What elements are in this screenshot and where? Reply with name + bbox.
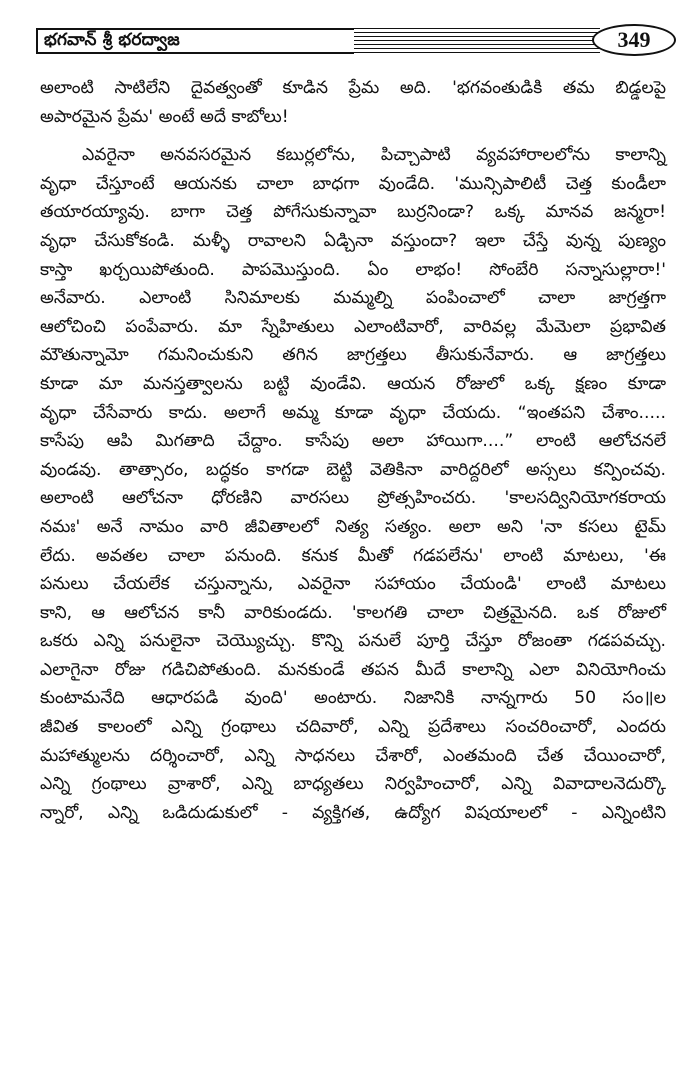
text-line: పనులు చేయలేక చస్తున్నాను, ఎవరైనా సహాయం చేయండి' లాంటి మాటలు	[40, 574, 666, 595]
text-line: తయారయ్యావు. బాగా చెత్త పోగేసుకున్నావా బుర్రనిండా? ఒక్క మానవ జన్మరా!	[40, 202, 666, 223]
text-line: ఒకరు ఎన్ని పనులైనా చెయ్యొచ్చు. కొన్ని పనులే పూర్తి చేస్తూ రోజంతా గడపవచ్చు.	[40, 631, 666, 652]
header-title: భగవాన్ శ్రీ భరద్వాజ	[44, 30, 180, 50]
text-line: కాసేపు ఆపి మిగతాది చేద్దాం. కాసేపు అలా హాయిగా....” లాంటి ఆలోచనలే	[40, 431, 666, 452]
text-line: కాని, ఆ ఆలోచన కానీ వారికుండదు. 'కాలగతి చాలా చిత్రమైనది. ఒక రోజులో	[40, 602, 666, 623]
page-body	[40, 74, 666, 827]
text-line: ఎవరైనా అనవసరమైన కబుర్లలోను, పిచ్చాపాటి వ్యవహారాలలోను కాలాన్ని	[82, 145, 666, 166]
text-line: అనేవారు. ఎలాంటి సినిమాలకు మమ్మల్ని పంపించాలో చాలా జాగ్రత్తగా	[40, 288, 666, 309]
text-line: ఎన్ని గ్రంథాలు వ్రాశారో, ఎన్ని బాధ్యతలు నిర్వహించారో, ఎన్ని వివాదాలనెదుర్కొ	[40, 774, 666, 795]
page-number-oval	[592, 24, 676, 56]
paragraph	[40, 141, 666, 827]
text-line: అలాంటి ఆలోచనా ధోరణిని వారసలు ప్రోత్సహించరు. 'కాలసద్వినియోగకరాయ	[40, 488, 666, 509]
paragraph	[40, 74, 666, 131]
text-line: జీవిత కాలంలో ఎన్ని గ్రంథాలు చదివారో, ఎన్ని ప్రదేశాలు సంచరించారో, ఎందరు	[40, 717, 666, 738]
text-line: అలాంటి సాటిలేని దైవత్వంతో కూడిన ప్రేమ అది. 'భగవంతుడికి తమ బిడ్డలపై	[40, 78, 666, 98]
text-line: అపారమైన ప్రేమ' అంటే అదే కాబోలు!	[40, 106, 289, 127]
text-line: న్నారో, ఎన్ని ఒడిదుడుకులో - వ్యక్తిగత, ఉద్యోగ విషయాలలో - ఎన్నింటిని	[40, 802, 666, 823]
text-line: ఆలోచించి పంపేవారు. మా స్నేహితులు ఎలాంటివారో, వారివల్ల మేమెలా ప్రభావిత	[40, 316, 666, 337]
text-line: లేదు. అవతల చాలా పనుంది. కనుక మీతో గడపలేను' లాంటి మాటలు, 'ఈ	[40, 545, 666, 566]
text-line: మౌతున్నామో గమనించుకుని తగిన జాగ్రత్తలు తీసుకునేవారు. ఆ జాగ్రత్తలు	[40, 345, 666, 366]
text-line: నమః' అనే నామం వారి జీవితాలలో నిత్య సత్యం. అలా అని 'నా కసలు టైమ్	[40, 516, 666, 537]
text-line: కాస్తా ఖర్చయిపోతుంది. పాపమొస్తుంది. ఏం లాభం! సోంబేరి సన్నాసుల్లారా!'	[40, 259, 666, 280]
text-line: వృధా చేసుకోకండి. మళ్ళీ రావాలని ఏడ్చినా వస్తుందా? ఇలా చేస్తే వున్న పుణ్యం	[40, 230, 666, 251]
text-line: కూడా మా మనస్తత్వాలను బట్టి వుండేవి. ఆయన రోజులో ఒక్క క్షణం కూడా	[40, 373, 666, 394]
text-line: మహాత్ములను దర్శించారో, ఎన్ని సాధనలు చేశారో, ఎంతమంది చేత చేయించారో,	[40, 745, 666, 766]
text-line: ఎలాగైనా రోజు గడిచిపోతుంది. మనకుండే తపన మీదే కాలాన్ని ఎలా వినియోగించు	[40, 659, 666, 680]
text-line: వృధా చేస్తూంటే ఆయనకు చాలా బాధగా వుండేది. 'మున్సిపాలిటీ చెత్త కుండీలా	[40, 173, 666, 194]
page-header	[36, 22, 676, 60]
text-line: వుండవు. తాత్సారం, బద్ధకం కాగడా బెట్టి వెతికినా వారిద్దరిలో అస్సలు కన్పించవు.	[40, 459, 666, 480]
text-line: వృధా చేసేవారు కాదు. అలాగే అమ్మ కూడా వృధా చేయదు. “ఇంతపని చేశాం.....	[40, 402, 666, 423]
header-rule-lines	[354, 28, 600, 54]
page-number: 349	[617, 27, 651, 52]
text-line: కుంటామనేది ఆధారపడి వుంది' అంటారు. నిజానికి నాన్నగారు 50 సం॥ల	[40, 688, 666, 709]
